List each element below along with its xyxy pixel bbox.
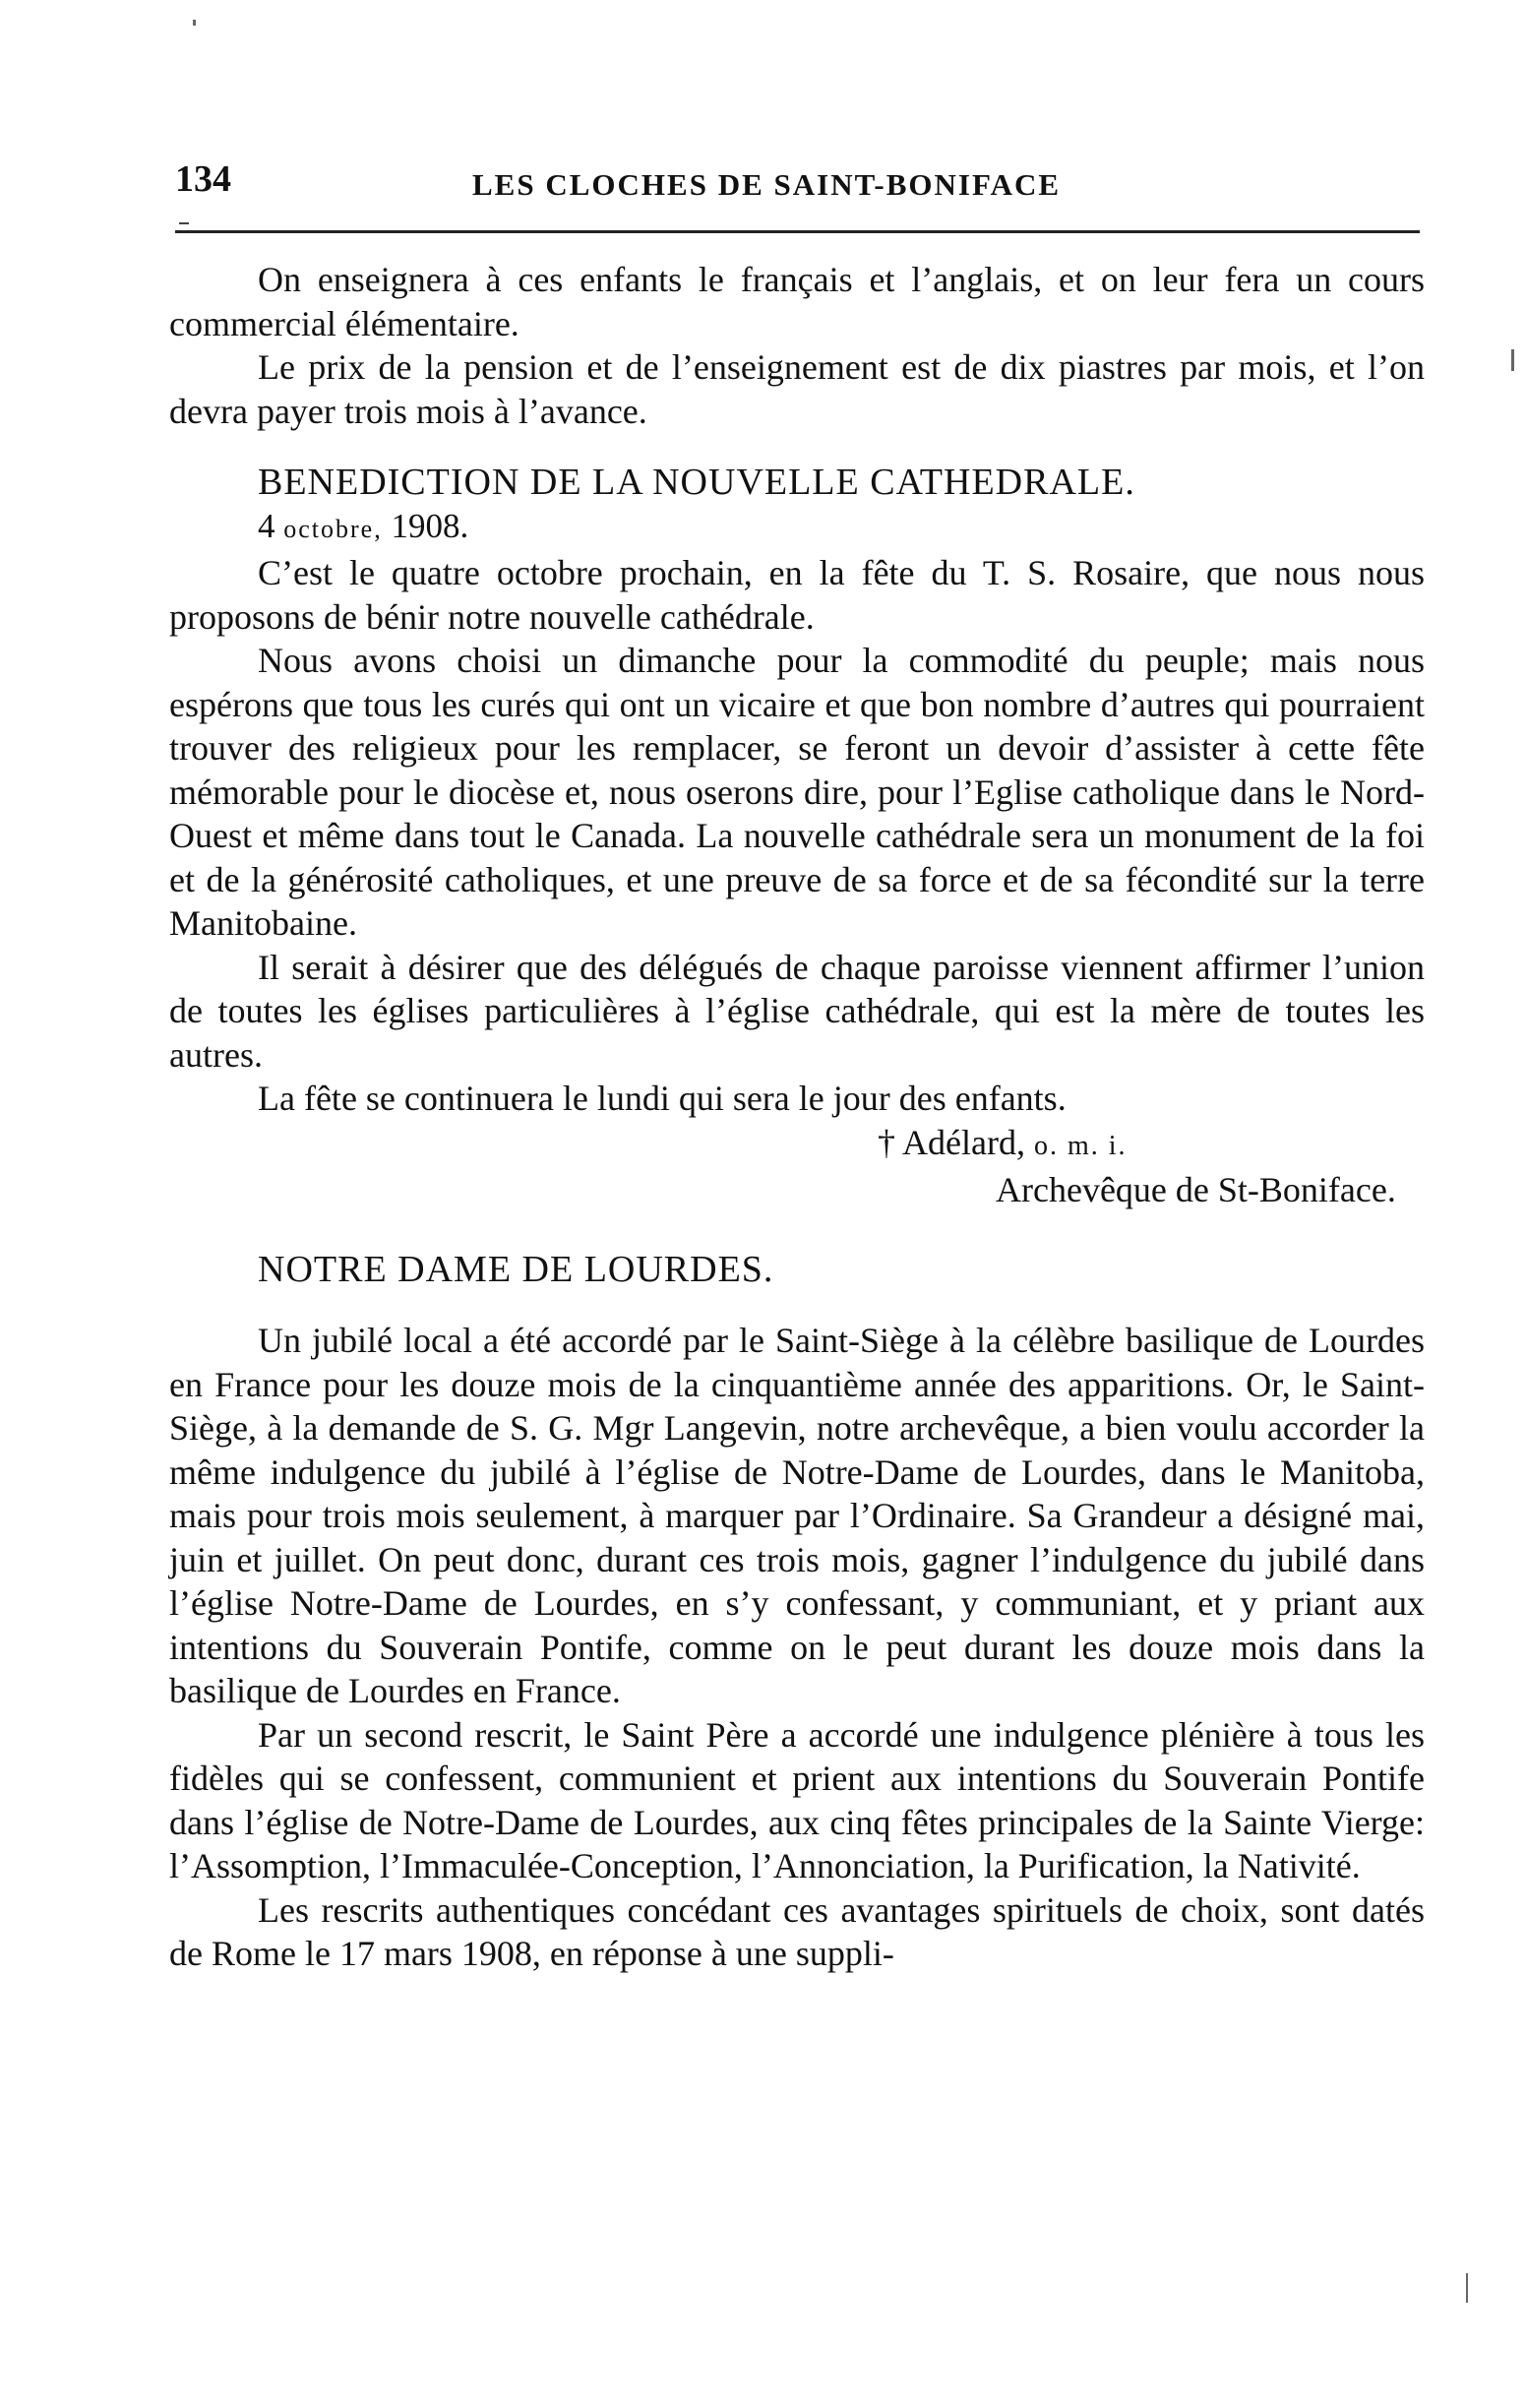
signature-name-text: † Adélard,	[878, 1122, 1025, 1162]
benediction-paragraph-4: La fête se continuera le lundi qui sera le jour des enfants.	[258, 1079, 1067, 1118]
benediction-paragraph-2: Nous avons choisi un dimanche pour la commodité du peuple; mais nous espérons que tous les curés qui ont un vicaire et que bon nombre d’autres qui pourraient trouver des religieux pour les remplacer, se feront un devoir d’assister à cette fête mémorable pour le diocèse et, nous oserons dire, pour l’Eglise catholique dans le Nord-Ouest et même dans tout le Canada. La nouvelle cathédrale sera un monument de la foi et de la générosité catholiques, et une preuve de sa force et de sa fécondité sur la terre Manitobaine.	[169, 641, 1425, 943]
scan-speck	[1511, 349, 1514, 371]
header-rule-tick	[179, 222, 189, 224]
running-title: LES CLOCHES DE SAINT-BONIFACE	[472, 167, 1062, 202]
lourdes-paragraph-3: Les rescrits authentiques concédant ces avantages spirituels de choix, sont datés de Rome le 17 mars 1908, en réponse à une suppli-	[169, 1889, 1425, 1973]
scan-speck	[1466, 2273, 1468, 2303]
benediction-paragraph-3: Il serait à désirer que des délégués de chaque paroisse viennent affirmer l’union de toutes les églises particulières à l’église cathédrale, qui est la mère de toutes les autres.	[169, 947, 1425, 1075]
page-header	[175, 157, 1425, 216]
date-day: 4	[258, 506, 275, 545]
signature-name	[169, 1121, 1425, 1169]
benediction-paragraph-1: C’est le quatre octobre prochain, en la fête du T. S. Rosaire, que nous nous proposons de bénir notre nouvelle cathédrale.	[169, 553, 1425, 637]
signature-order: o. m. i.	[1033, 1130, 1128, 1161]
lourdes-paragraph-2: Par un second rescrit, le Saint Père a accordé une indulgence plénière à tous les fidèles qui se confessent, communient et prient aux intentions du Souverain Pontife dans l’église de Notre-Dame de Lourdes, aux cinq fêtes principales de la Sainte Vierge: l’Assomption, l’Immaculée-Conception, l’Annonciation, la Purification, la Nativité.	[169, 1714, 1425, 1885]
lourdes-paragraph-1: Un jubilé local a été accordé par le Saint-Siège à la célèbre basilique de Lourdes en France pour les douze mois de la cinquantième année des apparitions. Or, le Saint-Siège, à la demande de S. G. Mgr Langevin, notre archevêque, a bien voulu accorder la même indulgence du jubilé à l’église de Notre-Dame de Lourdes, dans le Manitoba, mais pour trois mois seulement, à marquer par l’Ordinaire. Sa Grandeur a désigné mai, juin et juillet. On peut donc, durant ces trois mois, gagner l’indulgence du jubilé dans l’église Notre-Dame de Lourdes, en s’y confessant, y communiant, et y priant aux intentions du Souverain Pontife, comme on le peut durant les douze mois dans la basilique de Lourdes en France.	[169, 1321, 1425, 1710]
section-title-benediction: BENEDICTION DE LA NOUVELLE CATHEDRALE.	[258, 462, 1135, 503]
signature-role: Archevêque de St-Boniface.	[996, 1170, 1396, 1209]
header-rule	[175, 230, 1420, 233]
section-date	[169, 505, 1425, 552]
intro-paragraph-1: On enseignera à ces enfants le français et l’anglais, et on leur fera un cours commercial élémentaire.	[169, 260, 1425, 343]
date-month: octobre,	[283, 514, 383, 543]
scan-speck	[193, 20, 196, 26]
section-title-lourdes: NOTRE DAME DE LOURDES.	[258, 1248, 774, 1290]
body-text	[169, 258, 1425, 1976]
page-number: 134	[175, 158, 231, 200]
date-year: 1908.	[391, 506, 469, 545]
intro-paragraph-2: Le prix de la pension et de l’enseignement est de dix piastres par mois, et l’on devra payer trois mois à l’avance.	[169, 347, 1425, 431]
